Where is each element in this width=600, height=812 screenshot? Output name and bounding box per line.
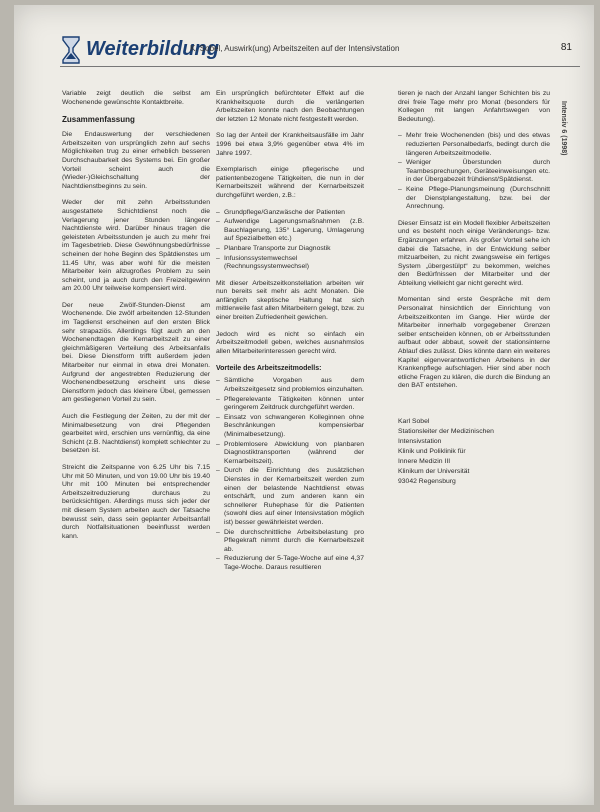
hourglass-logo-icon xyxy=(60,35,82,65)
list-item: – Reduzierung der 5-Tage-Woche auf eine 4,37 Tage-Woche. Daraus resultieren xyxy=(224,555,364,572)
paragraph: Variable zeigt deutlich die selbst am Wochenende gewünschte Kontaktbreite. xyxy=(62,90,210,106)
paragraph: Ein ursprünglich befürchteter Effekt auf die Krankheitsquote durch die verlängerten Arbeitszeiten konnte nach den Beobachtungen der letzten 12 Monate nicht festgestellt werden. xyxy=(216,90,364,123)
paragraph: Auch die Festlegung der Zeiten, zu der mit der Minimalbesetzung von drei Pflegenden gearbeitet wird, erschien uns vernünftig, da eine Schicht (z.B. Nachtdienst) komplett schlechter zu besetzen ist. xyxy=(62,413,210,455)
text-column-1 xyxy=(62,90,210,549)
document-page xyxy=(14,5,594,805)
header-divider xyxy=(60,66,580,67)
author-line: Klinik und Poliklinik für xyxy=(398,448,466,455)
paragraph: Streicht die Zeitspanne von 6.25 Uhr bis 7.15 Uhr mit 50 Minuten, und von 19.00 Uhr bis 19.40 Uhr mit 100 Minuten bei entsprechender Arbeitszeitreduzierung durchaus zu berücksichtigen. Allerdings muss sich jeder der mit diesem System arbeiten auch der Tatsache bewusst sein, dass sein geplanter Arbeitsanfall durch Notfallsituationen beeinflusst werden kann. xyxy=(62,463,210,540)
paragraph: Die Endauswertung der verschiedenen Arbeitszeiten von ursprünglich zehn auf sechs Möglichkeiten trug zu einer erheblich besseren Durchschaubarkeit des Systems bei. Ein großer Vorteil scheint auch die (Wieder-)Gleichschaltung der Nachtdienstbeginns zu sein. xyxy=(62,131,210,190)
author-line: Intensivstation xyxy=(398,438,442,445)
author-block xyxy=(398,417,550,487)
list-item: – Keine Pflege-Planungsmeinung (Durchschnitt der Dienstplangestaltung, bzw. bei der Anrechnung. xyxy=(406,186,550,212)
journal-reference: Intensiv 6 (1998) xyxy=(560,101,567,156)
text-column-3 xyxy=(398,90,550,487)
paragraph: Momentan sind erste Gespräche mit dem Personalrat hinsichtlich der Einrichtung von Arbeitszeitkonten im Gange. Hier würde der Mitarbeiter innerhalb vorgegebener Grenzen selber entscheiden können, ob er Arbeitsstunden aufbaut oder abbaut, soweit der stationsinterne Ablauf dies zulässt. Dies könnte dann ein weiteres Kapitel eigenverantwortlichen Arbeitens in der Krankenpflege aufschlagen. Hier sind aber noch etliche Fragen zu klären, die durch die Bindung an den BAT entstehen. xyxy=(398,296,550,390)
list-item: – Pflegerelevante Tätigkeiten können unter geringerem Zeitdruck durchgeführt werden. xyxy=(224,396,364,413)
paragraph: Exemplarisch einige pflegerische und patientenbezogene Tätigkeiten, die nun in der Kernarbeitszeit während der Kernarbeitszeit durchgeführt werden, z.B.: xyxy=(216,166,364,199)
paragraph: Dieser Einsatz ist ein Modell flexibler Arbeitszeiten und es besteht noch einige Veränderungs- bzw. Ergänzungen erfahren. Als großer Vorteil sehe ich dabei die Tatsache, in der Entwicklung selber mitzuarbeiten, zu nicht zwangsweise ein fertiges System „übergestülpt“ zu bekommen, welches den Bedürfnissen der Mitarbeiter und der Abteilung vielleicht gar nicht gerecht wird. xyxy=(398,219,550,287)
brand-title: Weiterbildung xyxy=(86,38,219,60)
paragraph: Weder der mit zehn Arbeitsstunden ausgestattete Schichtdienst noch die Verlagerung jener Stunden längerer Nachtdienste wird. Darüber hinaus tragen die geleisteten Arbeitsstunden je auch zu mehr frei im Tagesbetrieb. Diese Gewöhnungsbedürfnisse scheinen der hohe Beginn des Spätdienstes um 11.45 Uhr, was aber wohl für die meisten Mitarbeiter kein allzugroßes Problem zu sein scheint, und ja auch durch den Freizeitgewinn am 20.00 Uhr teilweise kompensiert wird. xyxy=(62,199,210,293)
author-line: 93042 Regensburg xyxy=(398,478,456,485)
list-item: – Sämtliche Vorgaben aus dem Arbeitszeitgesetz sind problemlos einzuhalten. xyxy=(224,377,364,394)
list-item: – Mehr freie Wochenenden (bis) und des etwas reduzierten Personalbedarfs, bedingt durch die längeren Arbeitszeitmodelle. xyxy=(406,132,550,158)
paragraph: So lag der Anteil der Krankheitsausfälle im Jahr 1996 bei etwa 3,9% gegenüber etwa 4% im Jahre 1997. xyxy=(216,132,364,157)
running-title: K. Sobel, Auswirk(ung) Arbeitszeiten auf der Intensivstation xyxy=(190,44,400,53)
list-item: – Grundpflege/Ganzwäsche der Patienten xyxy=(224,209,364,218)
list-item: – Einsatz von schwangeren Kolleginnen ohne Beschränkungen kompensierbar (Minimalbesetzung). xyxy=(224,414,364,440)
list-item: – Planbare Transporte zur Diagnostik xyxy=(224,245,364,254)
list-item: – Aufwendige Lagerungsmaßnahmen (z.B. Bauchlagerung, 135° Lagerung, Umlagerung auf Spezialbetten etc.) xyxy=(224,218,364,244)
page-header xyxy=(60,35,580,67)
task-list xyxy=(216,209,364,272)
page-number: 81 xyxy=(560,42,572,53)
text-column-2 xyxy=(216,90,364,581)
list-item: – Durch die Einrichtung des zusätzlichen Dienstes in der Kernarbeitszeit werden zum einen der belastende Nachtdienst etwas entschärft, und zum anderen kann ein schnellerer Ruhephase für die Patienten (sowohl dies auf einer Intensivstation möglich ist) besser gewährleistet werden. xyxy=(224,467,364,527)
advantages-list xyxy=(216,377,364,572)
section-heading-advantages: Vorteile des Arbeitszeitmodells: xyxy=(216,365,322,373)
paragraph: Jedoch wird es nicht so einfach ein Arbeitszeitmodell geben, welches ausnahmslos allen Mitarbeiterinteressen gerecht wird. xyxy=(216,330,364,355)
author-line: Stationsleiter der Medizinischen xyxy=(398,428,494,435)
list-item: – Infusionssystemwechsel (Rechnungssystemwechsel) xyxy=(224,255,364,272)
author-line: Klinikum der Universität xyxy=(398,468,470,475)
paragraph: tieren je nach der Anzahl langer Schichten bis zu drei freie Tage mehr pro Monat (besonders für Kollegen mit langen Anfahrtswegen von Bedeutung). xyxy=(398,90,550,123)
advantages-list-continued xyxy=(398,132,550,211)
paragraph: Mit dieser Arbeitszeitkonstellation arbeiten wir nun bereits seit mehr als acht Monaten. Die anfänglich skeptische Haltung hat sich mittlerweile fast allen Mitarbeitern gelegt, bzw. zu einer breiten Zufriedenheit gewichen. xyxy=(216,279,364,322)
section-heading-summary: Zusammenfassung xyxy=(62,115,135,125)
list-item: – Weniger Überstunden durch Teambesprechungen, Geräteeinweisungen etc. in der Übergabezeit frühdienst/Spätdienst. xyxy=(406,159,550,185)
author-name: Karl Sobel xyxy=(398,418,430,425)
list-item: – Die durchschnittliche Arbeitsbelastung pro Pflegekraft nimmt durch die Kernarbeitszeit ab. xyxy=(224,529,364,555)
author-line: Innere Medizin III xyxy=(398,458,451,465)
paragraph: Der neue Zwölf-Stunden-Dienst am Wochenende. Die zwölf arbeitenden 12-Stunden im Tagdienst erscheinen auf den ersten Blick sehr strapaziös. Allerdings fügt auch an den Wochenendtagen die Kernarbeitszeit zu einer gleichmäßigeren Verteilung des Arbeitsanfalls bei. Diese Dienstform trifft außerdem jeden Mitarbeiter nur einmal in etwa drei Monaten. Aufgrund der angestrebten Reduzierung der Wochenendbesetzung erscheint uns diese Dienstform jedoch das kleinere Übel, gemessen am gestiegenen Vorteil zu sein. xyxy=(62,301,210,404)
list-item: – Problemlosere Abwicklung von planbaren Diagnostiktransporten (während der Kernarbeitszeit). xyxy=(224,441,364,467)
